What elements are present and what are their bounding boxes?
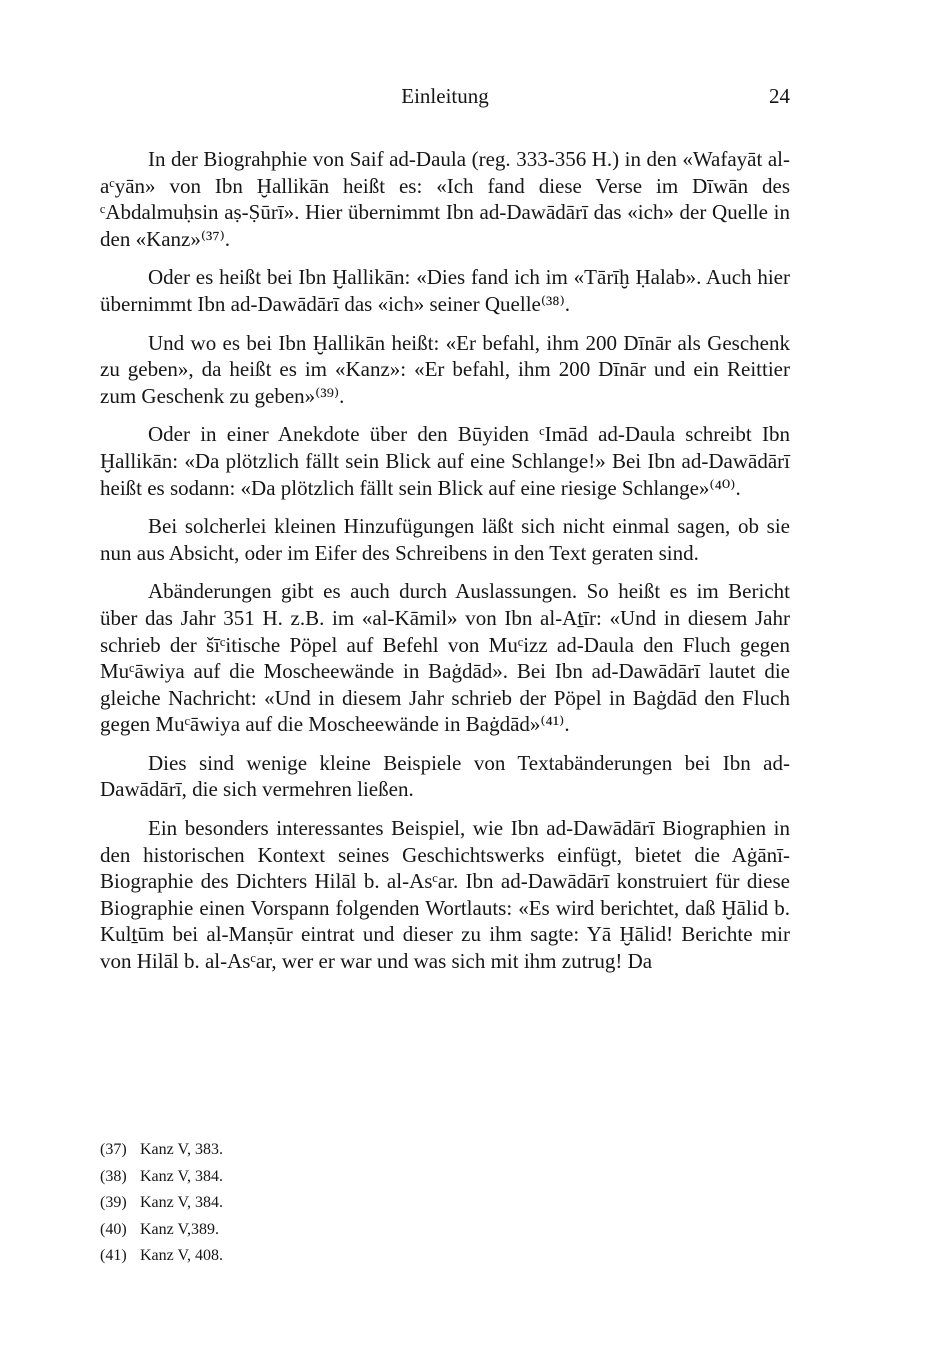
footnote-number: (38): [100, 1167, 127, 1185]
footnote-40: [100, 1217, 600, 1244]
paragraph-4: Oder in einer Anekdote über den Būyiden ᶜImād ad-Daula schreibt Ibn Ḫallikān: «Da plötzlich fällt sein Blick auf eine Schlange!» Bei Ibn ad-Dawādārī heißt es sodann: «Da plötzlich fällt sein Blick auf eine riesige Schlange»⁽⁴⁰⁾.: [100, 422, 790, 500]
chapter-title: Einleitung: [401, 84, 489, 108]
footnote-41: [100, 1243, 600, 1270]
footnote-number: (37): [100, 1141, 127, 1158]
footnote-text: Kanz V, 383.: [140, 1141, 223, 1158]
paragraph-2: Oder es heißt bei Ibn Ḫallikān: «Dies fand ich im «Tārīḫ Ḥalab». Auch hier übernimmt Ibn ad-Dawādārī das «ich» seiner Quelle⁽³⁸⁾.: [100, 265, 790, 316]
footnote-39: [100, 1190, 600, 1217]
footnote-text: Kanz V, 408.: [140, 1247, 223, 1265]
paragraph-3: Und wo es bei Ibn Ḫallikān heißt: «Er befahl, ihm 200 Dīnār als Geschenk zu geben», da heißt es im «Kanz»: «Er befahl, ihm 200 Dīnār und ein Reittier zum Geschenk zu geben»⁽³⁹⁾.: [100, 330, 790, 408]
footnote-number: (40): [100, 1220, 127, 1238]
footnotes: [100, 1137, 600, 1270]
running-head: [100, 84, 790, 114]
footnote-38: [100, 1164, 600, 1191]
footnote-text: Kanz V, 384.: [140, 1194, 223, 1212]
footnote-37: [100, 1137, 600, 1164]
footnote-number: (41): [100, 1247, 127, 1265]
footnote-text: Kanz V,389.: [140, 1220, 219, 1238]
body-text: [100, 146, 790, 987]
paragraph-7: Dies sind wenige kleine Beispiele von Textabänderungen bei Ibn ad-Dawādārī, die sich vermehren ließen.: [100, 750, 790, 802]
page-number: 24: [769, 84, 790, 108]
paragraph-5: Bei solcherlei kleinen Hinzufügungen läßt sich nicht einmal sagen, ob sie nun aus Absicht, oder im Eifer des Schreibens in den Text geraten sind.: [100, 514, 790, 565]
paragraph-1: In der Biograhphie von Saif ad-Daula (reg. 333-356 H.) in den «Wafayāt al-aᶜyān» von Ibn Ḫallikān heißt es: «Ich fand diese Verse im Dīwān des ᶜAbdalmuḥsin aṣ-Ṣūrī». Hier übernimmt Ibn ad-Dawādārī das «ich» der Quelle in den «Kanz»⁽³⁷⁾.: [100, 147, 790, 251]
paragraph-8: Ein besonders interessantes Beispiel, wie Ibn ad-Dawādārī Biographien in den historischen Kontext seines Geschichtswerks einfügt, bietet die Aġānī-Biographie des Dichters Hilāl b. al-Asᶜar. Ibn ad-Dawādārī konstruiert für diese Biographie einen Vorspann folgenden Wortlauts: «Es wird berichtet, daß Ḫālid b. Kulṯūm bei al-Manṣūr eintrat und dieser zu ihm sagte: Yā Ḫālid! Berichte mir von Hilāl b. al-Asᶜar, wer er war und was sich mit ihm zutrug! Da: [100, 816, 790, 974]
paragraph-6: Abänderungen gibt es auch durch Auslassungen. So heißt es im Bericht über das Jahr 351 H. z.B. im «al-Kāmil» von Ibn al-Aṯīr: «Und in diesem Jahr schrieb der šīᶜitische Pöpel auf Befehl von Muᶜizz ad-Daula den Fluch gegen Muᶜāwiya auf die Moscheewände in Baġdād». Bei Ibn ad-Dawādārī lautet die gleiche Nachricht: «Und in diesem Jahr schrieb der Pöpel in Baġdād den Fluch gegen Muᶜāwiya auf die Moscheewände in Baġdād»⁽⁴¹⁾.: [100, 579, 790, 737]
footnote-text: Kanz V, 384.: [140, 1167, 223, 1185]
footnote-number: (39): [100, 1194, 127, 1212]
